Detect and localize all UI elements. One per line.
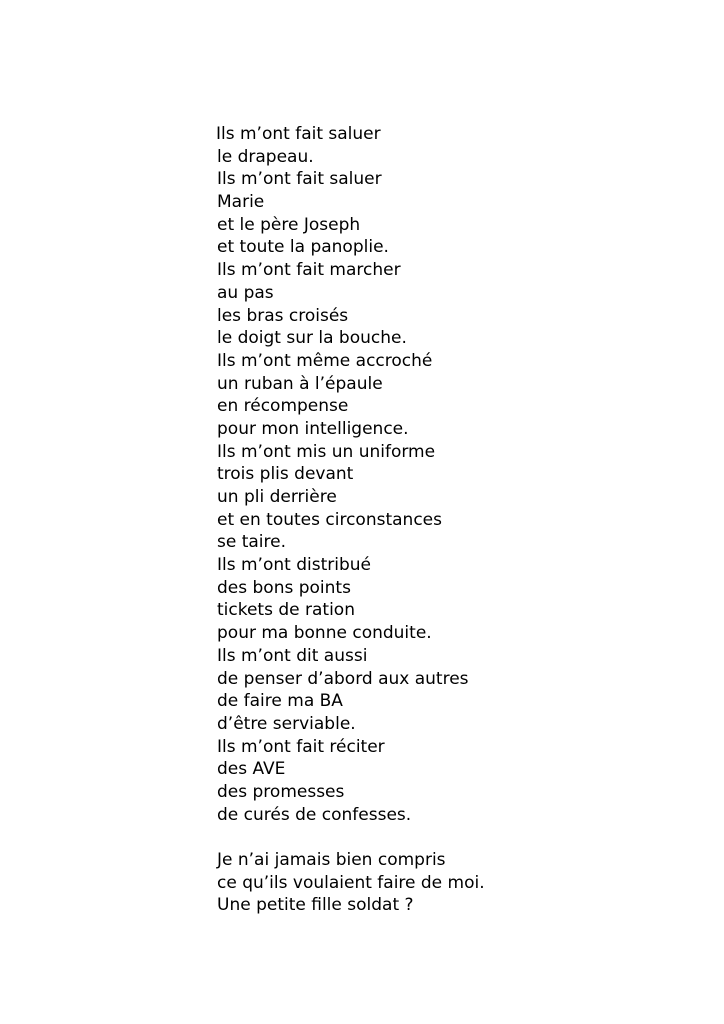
poem-line: tickets de ration	[217, 600, 355, 621]
poem-line: le doigt sur la bouche.	[217, 328, 407, 349]
poem-line: Ils m’ont fait saluer	[217, 169, 382, 190]
poem-line: Ils m’ont même accroché	[217, 350, 433, 371]
poem-line: un ruban à l’épaule	[217, 373, 383, 394]
poem-line: de faire ma BA	[217, 691, 343, 712]
poem-line: et en toutes circonstances	[217, 509, 442, 530]
poem-line: d’être serviable.	[217, 713, 356, 734]
poem-line: Ils m’ont distribué	[217, 555, 371, 576]
stanza-break	[217, 826, 677, 849]
poem-line: les bras croisés	[217, 305, 349, 326]
poem-line: Ils m’ont fait saluer	[216, 124, 381, 144]
poem-line: Une petite fille soldat ?	[217, 895, 414, 916]
poem-stanza-1	[217, 123, 677, 826]
poem-line: le drapeau.	[217, 146, 314, 167]
poem-line: pour ma bonne conduite.	[217, 623, 432, 644]
poem-text	[217, 123, 677, 917]
poem-line: des bons points	[217, 577, 351, 598]
poem-line: ce qu’ils voulaient faire de moi.	[217, 872, 485, 893]
poem-line: en récompense	[217, 396, 349, 417]
poem-line: se taire.	[217, 532, 287, 553]
poem-line: un pli derrière	[217, 487, 337, 507]
poem-line: Ils m’ont fait réciter	[217, 736, 385, 757]
poem-line: des AVE	[217, 759, 286, 780]
poem-line: et le père Joseph	[217, 214, 361, 235]
poem-line: pour mon intelligence.	[217, 418, 409, 439]
poem-line: trois plis devant	[217, 464, 354, 485]
poem-line: de penser d’abord aux autres	[217, 668, 469, 689]
poem-line: Ils m’ont dit aussi	[217, 645, 368, 666]
poem-line: Ils m’ont fait marcher	[217, 260, 401, 281]
poem-line: Marie	[217, 192, 265, 213]
poem-stanza-2	[217, 849, 677, 917]
poem-line: et toute la panoplie.	[217, 237, 389, 258]
poem-line: Ils m’ont mis un uniforme	[217, 441, 436, 462]
poem-line: de curés de confesses.	[217, 804, 412, 825]
poem-line: des promesses	[217, 781, 345, 802]
poem-line: Je n’ai jamais bien compris	[217, 850, 446, 870]
poem-line: au pas	[217, 282, 274, 303]
